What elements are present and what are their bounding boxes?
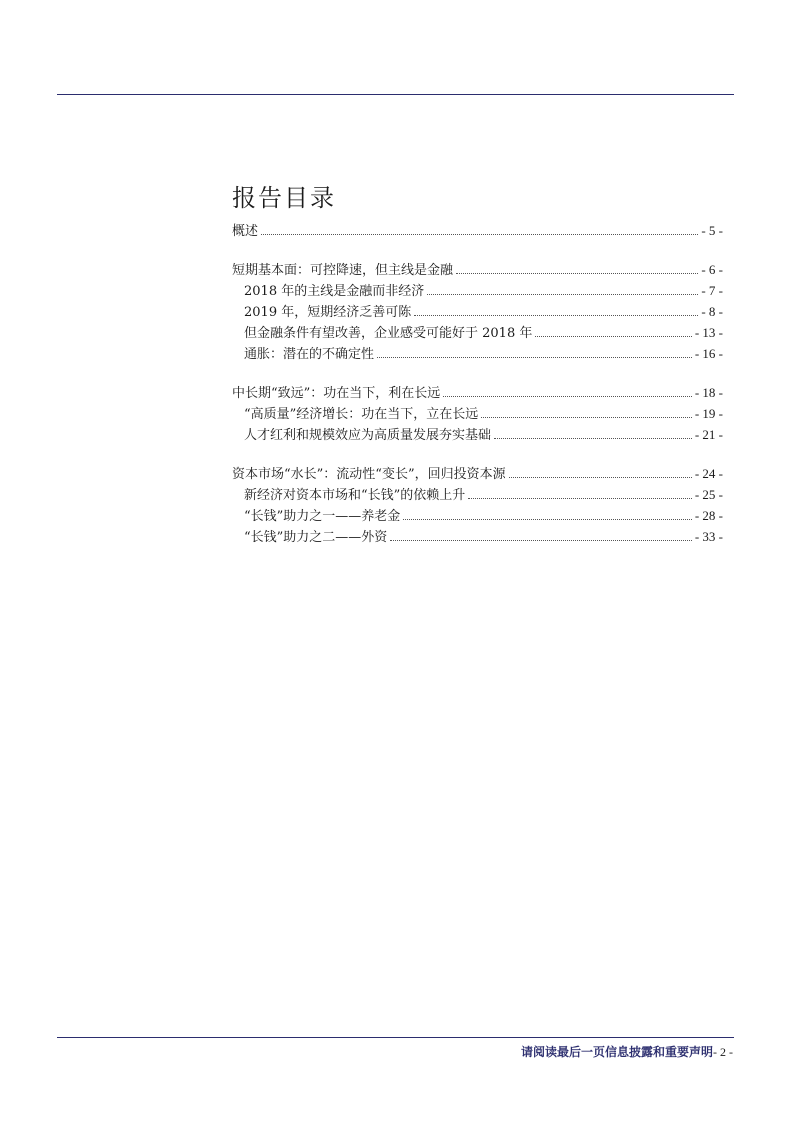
toc-entry-page: - 5 - — [701, 223, 723, 238]
toc-leader-dots — [481, 407, 692, 418]
toc-leader-dots — [261, 224, 698, 235]
toc-entry-label: 通胀：潜在的不确定性 — [244, 347, 375, 362]
toc-subentry[interactable] — [232, 484, 723, 505]
toc-leader-dots — [427, 284, 698, 295]
toc-entry[interactable] — [232, 220, 723, 241]
toc-leader-dots — [414, 305, 698, 316]
toc-subentry[interactable] — [232, 322, 723, 343]
footer-rule — [57, 1037, 734, 1038]
toc-entry-label: 人才红利和规模效应为高质量发展夯实基础 — [244, 428, 492, 443]
toc-entry-page: - 33 - — [694, 529, 723, 544]
footer-page-number: - 2 - — [713, 1045, 733, 1059]
toc-leader-dots — [390, 530, 692, 541]
toc-entry-label: “长钱”助力之二——外资 — [244, 530, 388, 545]
toc-subentry[interactable] — [232, 505, 723, 526]
toc-leader-dots — [468, 488, 692, 499]
toc-entry-label: 但金融条件有望改善，企业感受可能好于 2018 年 — [244, 326, 533, 341]
toc-section — [232, 220, 723, 241]
table-of-contents — [232, 220, 723, 565]
toc-leader-dots — [443, 386, 692, 397]
toc-entry-label: 2019 年，短期经济乏善可陈 — [244, 305, 412, 320]
toc-entry-label: “长钱”助力之一——养老金 — [244, 509, 401, 524]
toc-entry-page: - 24 - — [694, 466, 723, 481]
toc-entry-page: - 6 - — [701, 262, 723, 277]
toc-subentry[interactable] — [232, 403, 723, 424]
toc-entry-page: - 19 - — [694, 406, 723, 421]
toc-entry-label: 2018 年的主线是金融而非经济 — [244, 284, 425, 299]
toc-leader-dots — [509, 467, 692, 478]
page-title: 报告目录 — [232, 184, 336, 213]
toc-entry[interactable] — [232, 463, 723, 484]
toc-section — [232, 463, 723, 547]
toc-entry-page: - 21 - — [694, 427, 723, 442]
toc-entry-label: “高质量”经济增长：功在当下，立在长远 — [244, 407, 479, 422]
footer-notice[interactable]: 请阅读最后一页信息披露和重要声明 — [520, 1045, 713, 1059]
toc-entry-page: - 13 - — [694, 325, 723, 340]
toc-entry[interactable] — [232, 382, 723, 403]
toc-subentry[interactable] — [232, 343, 723, 364]
toc-entry-page: - 8 - — [701, 304, 723, 319]
toc-entry-page: - 7 - — [701, 283, 723, 298]
toc-subentry[interactable] — [232, 424, 723, 445]
toc-entry-page: - 16 - — [694, 346, 723, 361]
toc-subentry[interactable] — [232, 526, 723, 547]
toc-entry-page: - 25 - — [694, 487, 723, 502]
toc-entry-label: 概述 — [232, 224, 259, 239]
toc-leader-dots — [535, 326, 691, 337]
toc-leader-dots — [456, 263, 698, 274]
toc-subentry[interactable] — [232, 301, 723, 322]
toc-subentry[interactable] — [232, 280, 723, 301]
toc-section — [232, 259, 723, 364]
toc-leader-dots — [377, 347, 692, 358]
toc-entry[interactable] — [232, 259, 723, 280]
toc-entry-page: - 28 - — [694, 508, 723, 523]
toc-entry-label: 资本市场“水长”：流动性“变长”，回归投资本源 — [232, 467, 506, 482]
toc-entry-page: - 18 - — [694, 385, 723, 400]
toc-leader-dots — [403, 509, 692, 520]
toc-entry-label: 中长期“致远”：功在当下，利在长远 — [232, 386, 441, 401]
toc-leader-dots — [494, 428, 692, 439]
toc-section — [232, 382, 723, 445]
footer — [521, 1043, 733, 1060]
toc-entry-label: 新经济对资本市场和“长钱”的依赖上升 — [244, 488, 466, 503]
toc-entry-label: 短期基本面：可控降速，但主线是金融 — [232, 263, 454, 278]
header-rule — [57, 94, 734, 95]
